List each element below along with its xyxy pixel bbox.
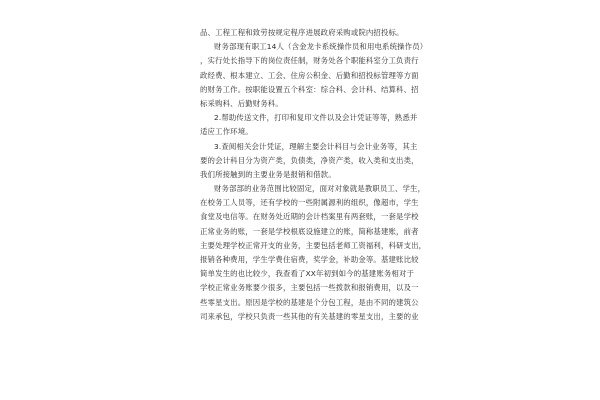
- text-line: 主要处理学校正常开支的业务，主要包括老师工资福利，科研支出，: [200, 240, 427, 250]
- text-line: 食堂及电信等。在财务处近期的会计档案里有两套账，一套是学校: [200, 212, 419, 222]
- text-line: 财务部部的业务范围比较固定，面对对象就是教职员工、学生，: [214, 184, 426, 194]
- text-line: 司来承包，学校只负责一些其他的有关基建的零星支出，主要的业: [200, 311, 419, 321]
- text-line: 简单发生的也比较少，我查看了XX年初到如今的基建账务相对于: [200, 269, 415, 279]
- text-line: 标采购科、后勤财务科。: [200, 98, 283, 108]
- text-line: 报销各种费用，学生学费住宿费，奖学金，补助金等。基建账比较: [200, 255, 419, 264]
- document-body: [200, 26, 428, 324]
- text-line: 的财务工作。按职能设置五个科室：综合科、会计科、结算科、招: [200, 84, 419, 94]
- text-line: 要的会计科目分为资产类，负债类，净资产类，收入类和支出类，: [200, 155, 419, 165]
- text-line: 财务部现有职工14人（含金龙卡系统操作员和用电系统操作员）: [214, 42, 428, 52]
- text-line: 2.帮助传送文件，打印和复印文件以及会计凭证等等，熟悉并: [214, 113, 418, 123]
- text-line: 正常业务的账，一套是学校根底设施建立的账，简称基建账，前者: [200, 226, 419, 236]
- text-line: 在校务工人员等，还有学校的一些附属源利的组织，像超市，学生: [200, 198, 419, 208]
- text-line: 品、工程工程和致劳按规定程序进展政府采购或院内招投标。: [200, 28, 404, 37]
- text-line: 些零星支出。原因是学校的基建是个分包工程，是由不同的建筑公: [200, 297, 419, 307]
- text-line: 我们所接触到的主要业务是报销和借款。: [200, 169, 336, 179]
- text-line: ，实行处长指导下的岗位责任制，财务处各个职能科室分工负责行: [200, 56, 419, 66]
- text-line: 政经费、根本建立、工会、住房公积金、后勤和招投标管理等方面: [200, 70, 419, 80]
- text-line: 适应工作环境。: [200, 127, 253, 137]
- text-line: 学校正常业务账要少很多，主要包括一些拨款和报销费用，以及一: [200, 283, 419, 293]
- text-line: 3.查阅相关会计凭证，理解主要会计科目与会计业务等，其主: [214, 141, 418, 151]
